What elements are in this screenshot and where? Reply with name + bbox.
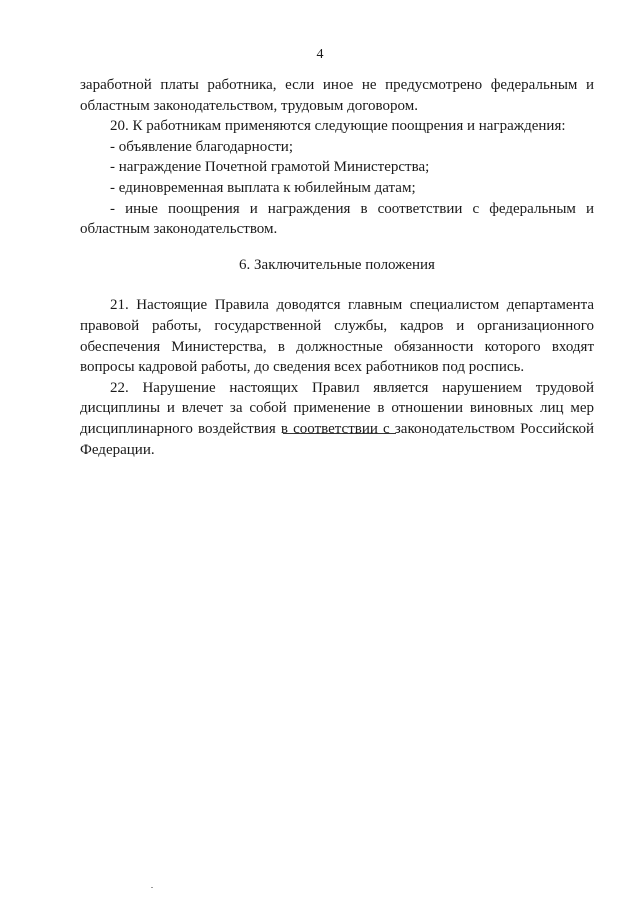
list-item-other-rewards: - иные поощрения и награждения в соответствии с федеральным и областным законодательством. xyxy=(80,200,594,238)
paragraph-continuation: заработной платы работника, если иное не предусмотрено федеральным и областным законодательством, трудовым договором. xyxy=(80,77,594,114)
scan-artifact xyxy=(151,887,153,888)
paragraph-21: 21. Настоящие Правила доводятся главным специалистом департамента правовой работы, государственной службы, кадров и организационного обеспечения Министерства, в должностные обязанности которого входят вопросы кадровой работы, до сведения всех работников под роспись. xyxy=(80,297,594,376)
list-item-anniversary-payment: - единовременная выплата к юбилейным датам; xyxy=(110,179,416,196)
paragraph-20: 20. К работникам применяются следующие поощрения и награждения: xyxy=(110,118,566,135)
list-item-gratitude: - объявление благодарности; xyxy=(110,138,293,155)
list-item-certificate: - награждение Почетной грамотой Министерства; xyxy=(110,159,430,176)
end-of-document-rule xyxy=(283,433,396,434)
document-body xyxy=(80,75,594,460)
section-heading: 6. Заключительные положения xyxy=(239,256,435,273)
page-number: 4 xyxy=(316,47,324,62)
paragraph-22: 22. Нарушение настоящих Правил является нарушением трудовой дисциплины и влечет за собой применение в отношении виновных лиц мер дисциплинарного воздействия в соответствии с законодательством Российской Федерации. xyxy=(80,379,594,458)
